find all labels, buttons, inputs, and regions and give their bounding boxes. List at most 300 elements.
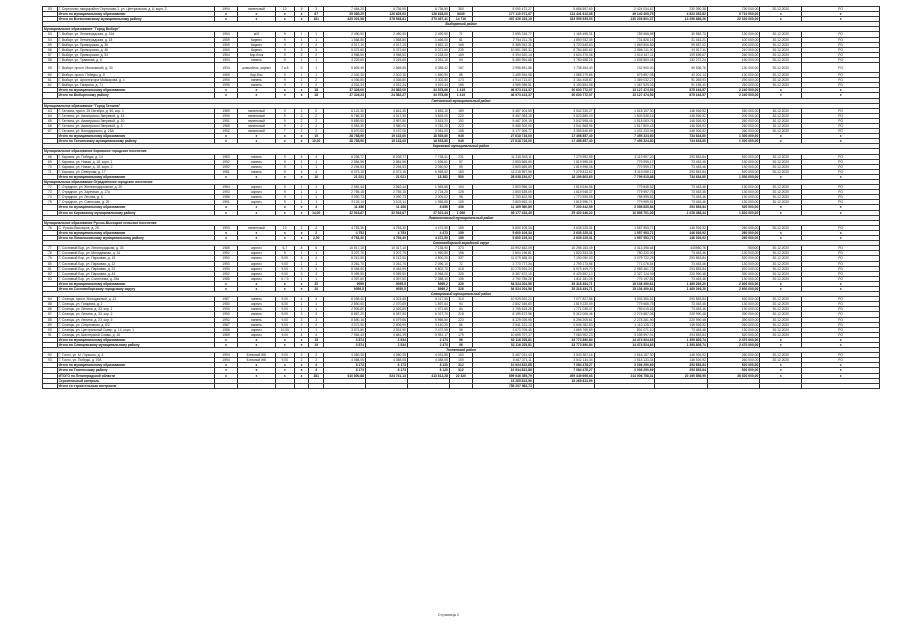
table-cell: 390 000,00: [707, 317, 759, 322]
table-cell: 120 000,00: [707, 73, 759, 78]
table-cell: 153: [449, 353, 472, 358]
table-cell: 9,00: [275, 312, 294, 317]
table-cell: х: [802, 93, 880, 98]
table-cell: 3 164 408,87: [533, 78, 594, 83]
table-cell: Итого по Кировскому муниципальному району: [57, 210, 214, 215]
table-cell: 1 819 996,71: [533, 200, 594, 205]
table-cell: 30.12.2020: [760, 47, 802, 52]
table-cell: 146 926,92: [655, 230, 707, 235]
table-cell: 30.12.2020: [760, 78, 802, 83]
table-cell: 520 000,00: [707, 256, 759, 261]
table-cell: [324, 383, 366, 388]
table-cell: х: [238, 343, 276, 348]
table-cell: 1 890 932,39: [533, 37, 594, 42]
table-cell: кирпич: [238, 200, 276, 205]
table-cell: 9: [275, 113, 294, 118]
table-cell: х: [760, 134, 802, 139]
table-cell: 58: [43, 57, 58, 62]
table-cell: 73: [43, 190, 58, 195]
table-cell: 2: [309, 52, 324, 57]
table-cell: 57: [449, 159, 472, 164]
table-cell: 2 470 000,00: [707, 337, 759, 342]
table-cell: 1994: [215, 57, 238, 62]
table-cell: 5 467 031,43: [472, 353, 533, 358]
table-cell: 3 542 230,27: [533, 108, 594, 113]
table-cell: Г. Кировск, ул. Победы, д. 14: [57, 154, 214, 159]
table-cell: 2 803 958,14: [472, 185, 533, 190]
table-cell: РО: [802, 246, 880, 251]
table-cell: 177 110 071,07: [472, 12, 533, 17]
table-cell: 96: [449, 337, 472, 342]
table-cell: 126 628,00: [407, 12, 449, 17]
table-cell: 2 276 587,06: [594, 312, 655, 317]
table-cell: кирпич: [238, 251, 276, 256]
table-cell: х: [802, 373, 880, 378]
table-cell: 9059: [324, 281, 366, 286]
table-cell: х: [238, 230, 276, 235]
table-cell: 4 753,30: [365, 225, 407, 230]
table-cell: 18: [309, 93, 324, 98]
table-cell: х: [760, 88, 802, 93]
table-cell: 5 809,49: [324, 63, 366, 73]
table-cell: 2: [294, 113, 309, 118]
table-cell: Г. Сосновый Бор, ул. Молодежная, д. 34: [57, 251, 214, 256]
table-cell: РО: [802, 307, 880, 312]
table-cell: [655, 383, 707, 388]
table-cell: 6: [309, 246, 324, 251]
table-cell: х: [294, 134, 309, 139]
table-cell: х: [760, 373, 802, 378]
table-cell: панельный: [238, 118, 276, 123]
table-cell: 2 327 124,49: [594, 271, 655, 276]
table-cell: 2 584,56: [324, 159, 366, 164]
table-cell: х: [215, 337, 238, 342]
table-cell: х: [802, 230, 880, 235]
table-cell: 11 079 638,00: [472, 256, 533, 261]
table-cell: 2 802 349,80: [472, 302, 533, 307]
table-cell: 72: [43, 185, 58, 190]
table-cell: Итого по муниципальному образованию: [57, 363, 214, 368]
table-cell: 2 050,52: [407, 164, 449, 169]
table-cell: 1 469 269,20: [655, 286, 707, 291]
table-cell: 210 000,00: [707, 47, 759, 52]
table-cell: 4 088,05: [324, 358, 366, 363]
table-cell: 1 535 583,48: [594, 57, 655, 62]
table-cell: 53: [43, 7, 58, 12]
table-cell: Г. Тосно, ул. М. Горького, д. 4: [57, 353, 214, 358]
table-cell: 28 788,90: [324, 139, 366, 144]
table-cell: 5 951,17: [407, 332, 449, 337]
table-cell: 2: [309, 113, 324, 118]
table-cell: кирпич: [238, 246, 276, 251]
table-cell: 214 006 758,31: [594, 373, 655, 378]
table-cell: 4 473: [407, 230, 449, 235]
table-cell: 9,00: [275, 266, 294, 271]
table-cell: 9: [275, 57, 294, 62]
district-name: Кировский муниципальный район: [43, 144, 880, 149]
table-cell: 771 076,54: [594, 261, 655, 266]
table-cell: РО: [802, 185, 880, 190]
table-cell: х: [238, 368, 276, 373]
table-cell: х: [802, 281, 880, 286]
table-cell: х: [802, 17, 880, 22]
table-cell: Блочный ЖБ: [238, 358, 276, 363]
table-cell: 77: [43, 246, 58, 251]
table-cell: х: [215, 368, 238, 373]
table-cell: 6 736,90: [407, 7, 449, 12]
table-cell: панельный: [238, 7, 276, 12]
table-cell: 1990: [215, 113, 238, 118]
table-cell: х: [215, 343, 238, 348]
table-cell: х: [294, 373, 309, 378]
table-cell: РО: [802, 261, 880, 266]
table-cell: 5 966,50: [407, 317, 449, 322]
table-cell: 3 523 589,03: [533, 113, 594, 118]
table-cell: 146 926,92: [655, 129, 707, 134]
table-cell: 89: [43, 322, 58, 327]
table-cell: РО: [802, 276, 880, 281]
table-cell: панель: [238, 195, 276, 200]
table-cell: 4: [309, 205, 324, 210]
table-cell: 220 990,48: [655, 317, 707, 322]
table-cell: Г. Сланцы, ул. Ленина, д. 23, кор. 6: [57, 317, 214, 322]
table-cell: х: [215, 373, 238, 378]
table-cell: 1984: [215, 185, 238, 190]
table-cell: кирпич: [238, 266, 276, 271]
table-cell: 1994: [215, 353, 238, 358]
table-cell: 126 628,00: [365, 12, 407, 17]
table-cell: 4: [309, 169, 324, 174]
table-cell: Г. Тосно, ул. Победы, д. 19А: [57, 358, 214, 363]
table-cell: 179: [449, 332, 472, 337]
table-cell: 4 397,60: [365, 276, 407, 281]
table-cell: 2 002,30: [324, 73, 366, 78]
table-cell: 181: [309, 17, 324, 22]
table-cell: 8 890,16: [324, 317, 366, 322]
table-cell: 3 720 549,63: [533, 42, 594, 47]
table-cell: панель: [238, 164, 276, 169]
table-cell: 2 009,02: [407, 195, 449, 200]
table-cell: 1 820 000,00: [707, 210, 759, 215]
table-cell: 10: [275, 225, 294, 230]
table-cell: РО: [802, 73, 880, 78]
table-cell: Г. Гатчина, ул. Авиатриссы Зверевой, д. 15: [57, 113, 214, 118]
table-cell: 223: [449, 113, 472, 118]
table-cell: 290 000,00: [707, 78, 759, 83]
table-cell: 73 463,46: [655, 164, 707, 169]
table-cell: 25 080,20: [324, 12, 366, 17]
table-cell: 5,7,9: [275, 276, 294, 281]
table-cell: 11 215 943,11: [472, 154, 533, 159]
table-cell: 9: [275, 83, 294, 88]
table-cell: 130 000,00: [707, 261, 759, 266]
table-cell: 75: [43, 200, 58, 205]
table-cell: 13 127 474,53: [594, 93, 655, 98]
table-cell: х: [238, 12, 276, 17]
table-cell: 34 578,66: [407, 93, 449, 98]
table-cell: 2: [294, 42, 309, 47]
table-cell: 30.12.2020: [760, 358, 802, 363]
table-cell: 2: [294, 129, 309, 134]
table-cell: х: [275, 230, 294, 235]
table-cell: 30.12.2020: [760, 271, 802, 276]
table-cell: Г. Сланцы, ул. Шахтерской Славы, д. 16: [57, 332, 214, 337]
table-cell: 9 059,50: [324, 271, 366, 276]
table-cell: 1934: [215, 63, 238, 73]
table-cell: 9: [275, 164, 294, 169]
table-cell: 1992: [215, 317, 238, 322]
table-cell: 1: [309, 195, 324, 200]
table-cell: х: [294, 368, 309, 373]
table-cell: 100 000,00: [707, 37, 759, 42]
table-cell: 19: [309, 337, 324, 342]
table-cell: 260 000,00: [707, 129, 759, 134]
table-cell: 2: [309, 358, 324, 363]
table-cell: 8 212,00: [324, 256, 366, 261]
table-cell: 5 070,50: [324, 129, 366, 134]
table-cell: РО: [802, 42, 880, 47]
table-cell: 6 802,70: [407, 266, 449, 271]
table-cell: 945: [449, 134, 472, 139]
table-cell: х: [238, 17, 276, 22]
table-cell: х: [238, 205, 276, 210]
table-cell: 8 129 026,95: [472, 317, 533, 322]
table-cell: 18 199 803,63: [533, 174, 594, 179]
table-cell: х: [215, 363, 238, 368]
table-cell: 1: [294, 190, 309, 195]
table-cell: 1 518 133,34: [594, 358, 655, 363]
table-cell: 99: [449, 164, 472, 169]
table-cell: 2 490,50: [324, 32, 366, 37]
table-cell: 2: [309, 78, 324, 83]
table-cell: х: [215, 17, 238, 22]
table-cell: 130 000,00: [707, 302, 759, 307]
table-cell: 9,00: [275, 332, 294, 337]
table-cell: 130 000,00: [707, 159, 759, 164]
table-cell: х: [238, 93, 276, 98]
table-cell: 73 463,46: [655, 185, 707, 190]
table-cell: С. Русско-Высоцкое, д. 25: [57, 225, 214, 230]
table-cell: 2,00: [309, 236, 324, 241]
table-cell: 4 472,90: [407, 236, 449, 241]
table-cell: 1993: [215, 261, 238, 266]
table-cell: х: [215, 12, 238, 17]
table-cell: 1 518 083,76: [594, 118, 655, 123]
table-cell: 2 490,50: [365, 32, 407, 37]
table-cell: 105: [449, 200, 472, 205]
table-cell: 3 051,10: [407, 57, 449, 62]
table-cell: 2 773 777,34: [472, 261, 533, 266]
table-cell: 4: [294, 169, 309, 174]
table-cell: 2: [309, 118, 324, 123]
table-cell: 159: [449, 236, 472, 241]
table-cell: [533, 383, 594, 388]
table-cell: 3: [294, 317, 309, 322]
table-cell: х: [238, 363, 276, 368]
table-cell: Г. Отрадное, ул. Советская, д. 25: [57, 200, 214, 205]
table-cell: 5 385,42: [407, 63, 449, 73]
table-cell: 2 473: [407, 337, 449, 342]
table-cell: Г. Сланцы, ул. Ленина, д. 33, кор. 2: [57, 312, 214, 317]
table-cell: 65: [43, 118, 58, 123]
table-cell: 1992: [215, 159, 238, 164]
table-cell: 1 819 998,06: [533, 159, 594, 164]
table-cell: 1994: [215, 7, 238, 12]
table-cell: РО: [802, 118, 880, 123]
table-cell: 132 272,24: [655, 57, 707, 62]
table-cell: 22 320 000,00: [707, 17, 759, 22]
table-cell: 1 395 805,74: [655, 343, 707, 348]
table-cell: 30.12.2020: [760, 322, 802, 327]
table-cell: 15 265 813,99: [533, 378, 594, 383]
table-cell: 62: [43, 83, 58, 88]
table-cell: 130 000,00: [707, 251, 759, 256]
table-cell: 30.12.2020: [760, 317, 802, 322]
table-cell: х: [215, 134, 238, 139]
table-cell: 4 472,90: [407, 225, 449, 230]
table-cell: 875 164,57: [655, 93, 707, 98]
table-cell: 3 119 058,12: [594, 169, 655, 174]
table-cell: 9,00: [275, 256, 294, 261]
table-cell: 1992: [215, 251, 238, 256]
table-cell: РО: [802, 154, 880, 159]
table-cell: х: [760, 174, 802, 179]
table-cell: РО: [802, 123, 880, 128]
table-cell: 189: [449, 108, 472, 113]
table-cell: 780 220,00: [594, 251, 655, 256]
table-cell: 30.12.2020: [760, 57, 802, 62]
table-cell: Г. Сосновый Бор, ул. Парковая, д. 22: [57, 266, 214, 271]
table-cell: 159: [449, 358, 472, 363]
table-cell: 51: [449, 37, 472, 42]
table-cell: 4 324,60: [365, 297, 407, 302]
table-cell: 1 897,64: [407, 302, 449, 307]
table-cell: 6 121,30: [324, 108, 366, 113]
table-cell: х: [238, 236, 276, 241]
table-cell: 2 790 756,28: [472, 276, 533, 281]
table-cell: 524 741,13: [365, 373, 407, 378]
table-cell: Итого по муниципальному образованию: [57, 174, 214, 179]
table-cell: 4 017,30: [365, 113, 407, 118]
table-cell: 6 087,80: [365, 312, 407, 317]
table-cell: 10,00: [275, 327, 294, 332]
table-cell: 9: [275, 78, 294, 83]
table-cell: Г. Выборг, ул. Ленинградская, д. 18: [57, 37, 214, 42]
table-cell: 1 367 529,03: [594, 83, 655, 88]
table-cell: 8 173: [365, 368, 407, 373]
table-cell: 9: [275, 52, 294, 57]
table-cell: 1991: [215, 200, 238, 205]
table-cell: х: [238, 286, 276, 291]
table-cell: 260 000,00: [707, 353, 759, 358]
table-cell: х: [275, 363, 294, 368]
table-cell: 1 557 953,71: [594, 230, 655, 235]
table-cell: 1 850,90: [407, 73, 449, 78]
table-cell: Итого по муниципальному образованию: [57, 281, 214, 286]
table-cell: панель: [238, 159, 276, 164]
table-cell: 2 278 281,90: [594, 317, 655, 322]
table-cell: х: [294, 281, 309, 286]
table-cell: 5 312 006,46: [533, 312, 594, 317]
table-cell: 146 926,92: [655, 123, 707, 128]
table-cell: 9: [275, 169, 294, 174]
table-cell: 2 886 211,90: [594, 47, 655, 52]
table-cell: 231: [449, 154, 472, 159]
table-cell: [294, 383, 309, 388]
table-cell: 899 046 355,79: [472, 373, 533, 378]
document-sheet: [42, 6, 880, 389]
table-cell: 5 467 204,59: [472, 108, 533, 113]
table-cell: 293 853,84: [655, 332, 707, 337]
table-cell: 63: [43, 108, 58, 113]
table-cell: РО: [802, 353, 880, 358]
table-cell: Г. Отрадное, ул. Железнодорожная, д. 25: [57, 185, 214, 190]
table-cell: 1: [309, 276, 324, 281]
table-cell: 4 522 052,82: [655, 12, 707, 17]
table-cell: 312: [449, 363, 472, 368]
table-cell: 3 957,80: [365, 118, 407, 123]
table-cell: 5 460 300,00: [472, 123, 533, 128]
table-cell: 34 578,66: [407, 88, 449, 93]
table-cell: 3 261,70: [365, 261, 407, 266]
table-cell: 7 799 915,86: [594, 174, 655, 179]
table-cell: 2 459 934,08: [472, 73, 533, 78]
table-cell: 1: [309, 32, 324, 37]
table-cell: 80: [43, 261, 58, 266]
table-cell: 1: [294, 164, 309, 169]
table-cell: 293 853,84: [655, 169, 707, 174]
table-cell: РО: [802, 52, 880, 57]
table-cell: РО: [802, 57, 880, 62]
table-cell: 3: [309, 312, 324, 317]
table-cell: 91 517,11: [655, 47, 707, 52]
table-cell: 78: [43, 251, 58, 256]
table-cell: 239: [449, 47, 472, 52]
table-cell: 945: [449, 139, 472, 144]
table-cell: 4: [294, 332, 309, 337]
table-cell: [309, 383, 324, 388]
table-cell: 3 571,80: [324, 327, 366, 332]
table-cell: 4 017,10: [324, 42, 366, 47]
table-cell: х: [215, 236, 238, 241]
table-cell: 1: [294, 276, 309, 281]
table-cell: 3 635 225,31: [533, 225, 594, 230]
table-cell: 200 000,00: [707, 113, 759, 118]
table-cell: 76: [43, 225, 58, 230]
table-cell: Г. Выборг, просп. Победы, д. 8: [57, 73, 214, 78]
table-cell: 4 036,80: [365, 78, 407, 83]
table-cell: 1983: [215, 302, 238, 307]
table-cell: 2 470 000,00: [707, 343, 759, 348]
table-cell: 7 230 442,59: [533, 205, 594, 210]
table-cell: 1992: [215, 129, 238, 134]
table-cell: 3 635 225,31: [533, 230, 594, 235]
table-cell: х: [275, 236, 294, 241]
table-cell: 30.12.2020: [760, 327, 802, 332]
table-cell: Г. Сланцы, ул. Гагарина, д. 2: [57, 302, 214, 307]
table-cell: х: [760, 343, 802, 348]
table-cell: 9: [275, 37, 294, 42]
table-cell: 6 079,66: [365, 317, 407, 322]
table-cell: 6 754 460,62: [533, 47, 594, 52]
table-cell: х: [294, 337, 309, 342]
table-cell: 1 165 495,31: [533, 32, 594, 37]
table-cell: 13 296 886,26: [655, 17, 707, 22]
table-cell: шлакоблок, кирпич: [238, 63, 276, 73]
table-cell: 500: [449, 174, 472, 179]
table-cell: 167: [449, 63, 472, 73]
table-cell: 7 738,41: [407, 154, 449, 159]
